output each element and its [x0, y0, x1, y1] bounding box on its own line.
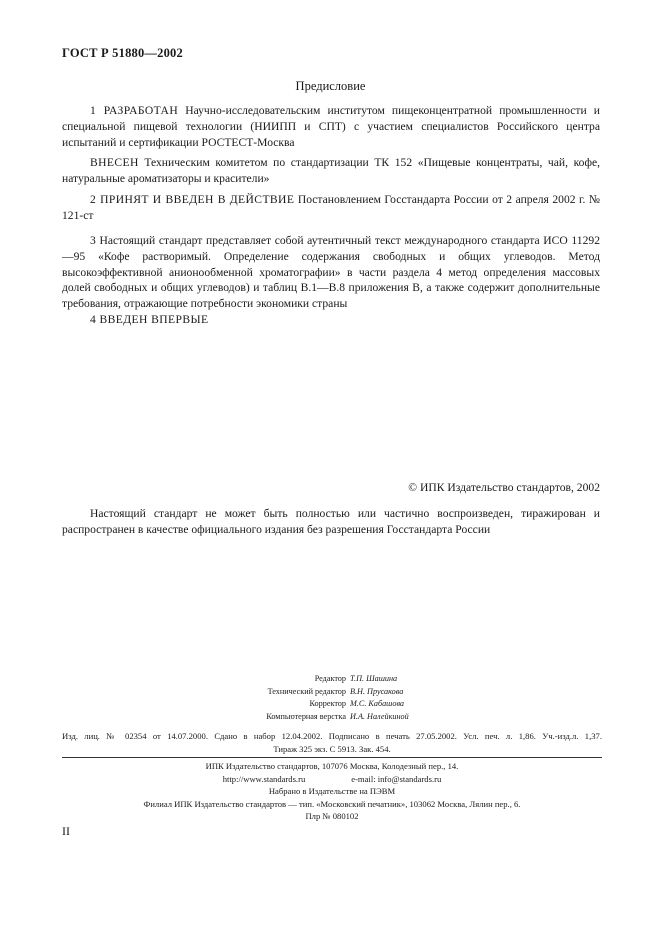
standard-code-header: ГОСТ Р 51880—2002	[62, 46, 183, 60]
publisher-website: http://www.standards.ru	[222, 773, 306, 784]
preface-item-introduced	[62, 155, 600, 187]
item-lead: 1 РАЗРАБОТАН	[90, 104, 179, 117]
credit-row-tech-editor	[0, 686, 661, 699]
credit-role: Компьютерная верстка	[266, 711, 346, 721]
credit-row-proofreader	[0, 698, 661, 711]
item-text: Постановлением Госстандарта России от 2 апреля 2002 г. № 121-ст	[62, 193, 600, 222]
credit-name: В.Н. Прусакова	[350, 686, 404, 696]
credit-role: Технический редактор	[267, 686, 346, 696]
preface-item-adopted	[62, 192, 600, 224]
credit-name: И.А. Налейкиной	[350, 711, 409, 721]
divider-rule	[62, 757, 602, 758]
publisher-address: ИПК Издательство стандартов, 107076 Москва, Колодезный пер., 14.	[205, 761, 459, 771]
publisher-email: e-mail: info@standards.ru	[351, 773, 442, 784]
item-lead: 4 ВВЕДЕН ВПЕРВЫЕ	[90, 313, 209, 326]
item-text: Техническим комитетом по стандартизации ТК 152 «Пищевые концентраты, чай, кофе, натуральные ароматизаторы и красители»	[62, 156, 600, 185]
item-lead: ВНЕСЕН	[90, 156, 139, 169]
license-info	[62, 730, 602, 755]
credit-row-layout	[0, 711, 661, 724]
copyright-line: © ИПК Издательство стандартов, 2002	[408, 481, 600, 494]
publisher-info	[62, 760, 602, 823]
credit-name: М.С. Кабашова	[350, 699, 405, 708]
item-text: 3 Настоящий стандарт представляет собой аутентичный текст международного стандарта ИСО 11292—95 «Кофе растворимый. Определение содержания свободных и общих углеводов. Метод высокоэффективной анионообменной хроматографии» в части раздела 4 метод определения массовых долей свободных и общих углеводов) и таблиц В.1—В.8 приложения В, а также содержит дополнительные требования, отражающие потребности экономики страны	[62, 234, 600, 311]
credit-role: Корректор	[309, 699, 346, 708]
printing-branch: Филиал ИПК Издательство стандартов — тип. «Московский печатник», 103062 Москва, Лялин пер., 6.	[143, 798, 521, 809]
item-text: Научно-исследовательским институтом пищеконцентратной промышленности и специальной пищевой технологии (НИИПП и СПТ) с участием специалистов Российского центра испытаний и сертификации РОСТЕСТ-Москва	[62, 104, 600, 149]
preface-title: Предисловие	[295, 79, 366, 93]
preface-item-first-introduced	[62, 312, 600, 328]
credit-role: Редактор	[314, 674, 346, 683]
credit-row-editor	[0, 673, 661, 686]
reproduction-notice: Настоящий стандарт не может быть полностью или частично воспроизведен, тиражирован и распространен в качестве официального издания без разрешения Госстандарта России	[62, 507, 600, 536]
typeset-note: Набрано в Издательстве на ПЭВМ	[268, 786, 396, 797]
credits-block	[0, 673, 661, 723]
item-lead: 2 ПРИНЯТ И ВВЕДЕН В ДЕЙСТВИЕ	[90, 193, 295, 206]
preface-item-authentic	[62, 233, 600, 312]
credit-name: Т.П. Шашина	[350, 674, 398, 683]
license-line: Изд. лиц. № 02354 от 14.07.2000. Сдано в набор 12.04.2002. Подписано в печать 27.05.2002. Усл. печ. л. 1,86. Уч.-изд.л. 1,37.	[62, 731, 602, 741]
publisher-contacts	[62, 773, 602, 786]
page-number: II	[62, 824, 70, 838]
preface-item-developed	[62, 103, 600, 150]
print-run-line: Тираж 325 экз. С 5913. Зак. 454.	[273, 743, 391, 754]
plr-number: Плр № 080102	[305, 811, 359, 822]
